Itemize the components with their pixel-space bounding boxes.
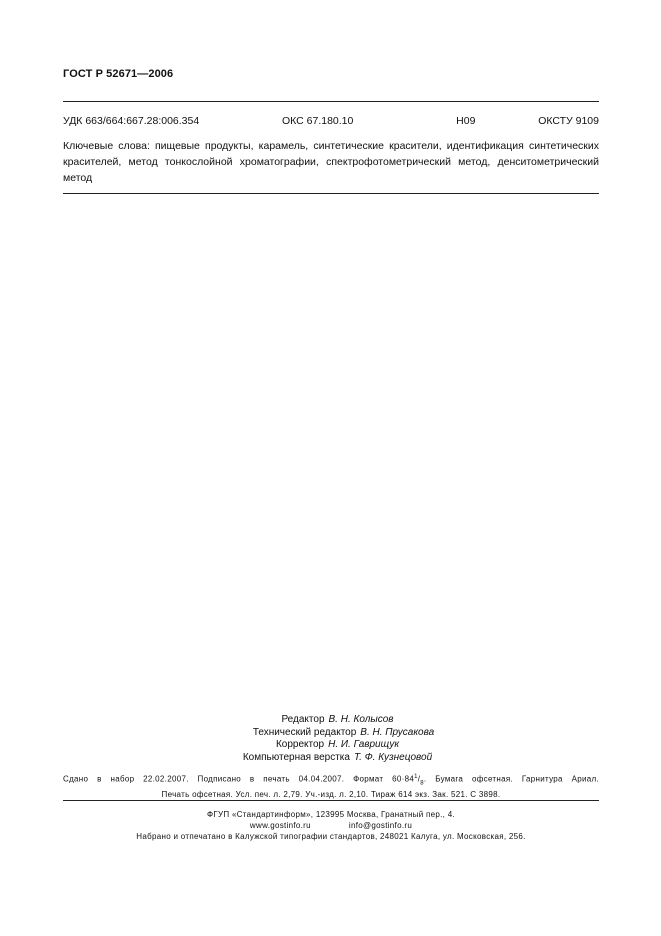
credit-role: Технический редактор xyxy=(252,726,357,738)
credit-name: В. Н. Прусакова xyxy=(360,726,435,738)
oks-code: ОКС 67.180.10 xyxy=(281,115,354,127)
top-divider xyxy=(63,101,599,102)
print-info-line: Печать офсетная. Усл. печ. л. 2,79. Уч.-изд. л. 2,10. Тираж 614 экз. Зак. 521. С 3898. xyxy=(161,790,501,800)
credit-role: Редактор xyxy=(281,714,325,725)
group-code: Н09 xyxy=(456,115,476,127)
credit-proofreader xyxy=(0,739,661,752)
print-info xyxy=(63,771,599,801)
credit-name: В. Н. Колысов xyxy=(328,714,394,725)
format-subscript: 8 xyxy=(420,780,424,787)
credit-role: Компьютерная верстка xyxy=(242,751,350,763)
publisher-website: www.gostinfo.ru xyxy=(249,821,311,830)
publisher-divider xyxy=(63,800,599,801)
keywords-line: Ключевые слова: пищевые продукты, карамель, синтетические красители, идентификация синтетических xyxy=(63,140,599,152)
credit-layout xyxy=(0,752,661,765)
printing-house: Набрано и отпечатано в Калужской типографии стандартов, 248021 Калуга, ул. Московская, 256. xyxy=(136,832,526,841)
publisher-email: info@gostinfo.ru xyxy=(348,821,413,830)
credit-role: Корректор xyxy=(275,739,325,750)
keywords-block xyxy=(63,138,599,186)
udk-code: УДК 663/664:667.28:006.354 xyxy=(63,115,200,127)
print-info-text: Сдано в набор 22.02.2007. Подписано в печать 04.04.2007. Формат 60·84 xyxy=(63,774,415,784)
standard-code: ГОСТ Р 52671—2006 xyxy=(63,68,174,80)
classification-row xyxy=(63,115,599,127)
credit-editor xyxy=(0,714,661,727)
credit-tech-editor xyxy=(0,727,661,740)
publisher-links xyxy=(63,820,599,831)
keywords-line: красителей, метод тонкослойной хроматографии, спектрофотометрический метод, денситометрический xyxy=(63,156,599,168)
print-info-line: Сдано в набор 22.02.2007. Подписано в печать 04.04.2007. Формат $60\cdot 84^1/_8$. Бумага офсетная. Гарнитура Ариал. xyxy=(63,774,599,787)
format-superscript: 1 xyxy=(414,774,418,780)
credit-name: Н. И. Гаврищук xyxy=(328,739,400,750)
publisher-block xyxy=(63,809,599,842)
print-info-text: . Бумага офсетная. Гарнитура Ариал. xyxy=(423,774,599,784)
publisher-address: ФГУП «Стандартинформ», 123995 Москва, Гранатный пер., 4. xyxy=(207,810,455,819)
keywords-line: метод xyxy=(63,172,93,184)
okstu-code: ОКСТУ 9109 xyxy=(538,115,599,127)
credits-block xyxy=(0,714,661,764)
keywords-divider xyxy=(63,193,599,194)
credit-name: Т. Ф. Кузнецовой xyxy=(353,751,433,763)
